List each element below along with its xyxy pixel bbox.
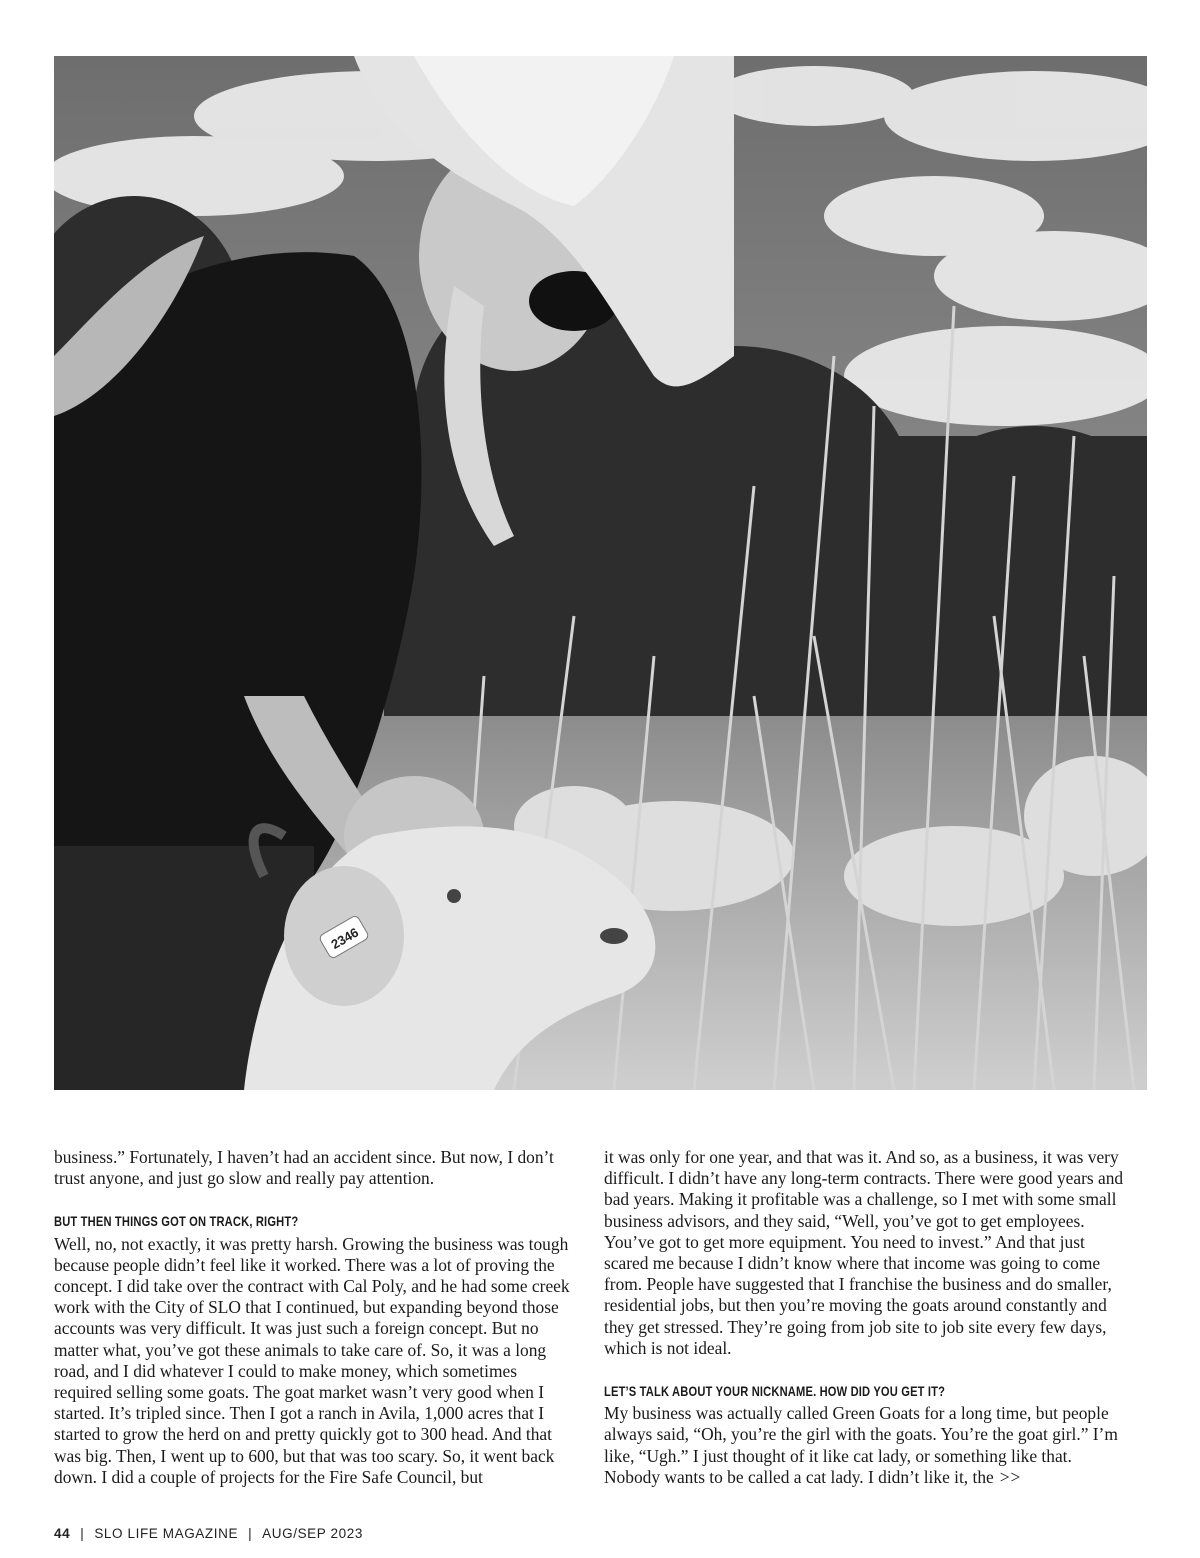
- issue-date: AUG/SEP 2023: [262, 1526, 363, 1541]
- page-footer: [54, 1526, 363, 1541]
- answer-2-text: My business was actually called Green Goats for a long time, but people always said, “Oh, you’re the girl with the goats. You’re the goat girl.” I’m like, “Ugh.” I just thought of it like cat lady, or something like that. Nobody wants to be called a cat lady. I didn’t like it, the: [604, 1403, 1118, 1487]
- footer-separator-2: |: [248, 1526, 253, 1541]
- question-heading-2: LET’S TALK ABOUT YOUR NICKNAME. HOW DID YOU GET IT?: [604, 1384, 946, 1400]
- question-heading-1: BUT THEN THINGS GOT ON TRACK, RIGHT?: [54, 1214, 299, 1230]
- answer-paragraph-2: [604, 1403, 1124, 1488]
- article-column-right: [604, 1147, 1124, 1488]
- answer-paragraph-1: Well, no, not exactly, it was pretty harsh. Growing the business was tough because people didn’t feel like it worked. There was a lot of proving the concept. I did take over the contract with Cal Poly, and he had some creek work with the City of SLO that I continued, but expanding beyond those accounts was very difficult. It was just such a foreign concept. But no matter what, you’ve got these animals to take care of. So, it was a long road, and I did whatever I could to make money, which sometimes required selling some goats. The goat market wasn’t very good when I started. It’s tripled since. Then I got a ranch in Avila, 1,000 acres that I started to grow the herd on and pretty quickly got to 300 head. And that was big. Then, I went up to 600, but that was too scary. So, it went back down. I did a couple of projects for the Fire Safe Council, but: [54, 1233, 570, 1487]
- feature-photo: [54, 56, 1147, 1090]
- magazine-name: SLO LIFE MAGAZINE: [94, 1526, 239, 1541]
- woman-with-goat-photo: [54, 56, 1147, 1090]
- continued-marker: >>: [999, 1466, 1022, 1487]
- article-column-left: [54, 1147, 578, 1488]
- paragraph-right-1: it was only for one year, and that was it. And so, as a business, it was very difficult. I didn’t have any long-term contracts. There were good years and bad years. Making it profitable was a challenge, so I met with some small business advisors, and they said, “Well, you’ve got to get employees. You’ve got to get more equipment. You need to invest.” And that just scared me because I didn’t know where that income was going to come from. People have suggested that I franchise the business and do smaller, residential jobs, but then you’re moving the goats around constantly and they get stressed. They’re going from job site to job site every few days, which is not ideal.: [604, 1147, 1124, 1358]
- page-number: 44: [54, 1526, 71, 1541]
- footer-separator-1: |: [80, 1526, 85, 1541]
- ear-tag-number: 2346: [328, 924, 362, 953]
- paragraph-intro: business.” Fortunately, I haven’t had an accident since. But now, I don’t trust anyone, and just go slow and really pay attention.: [54, 1147, 554, 1189]
